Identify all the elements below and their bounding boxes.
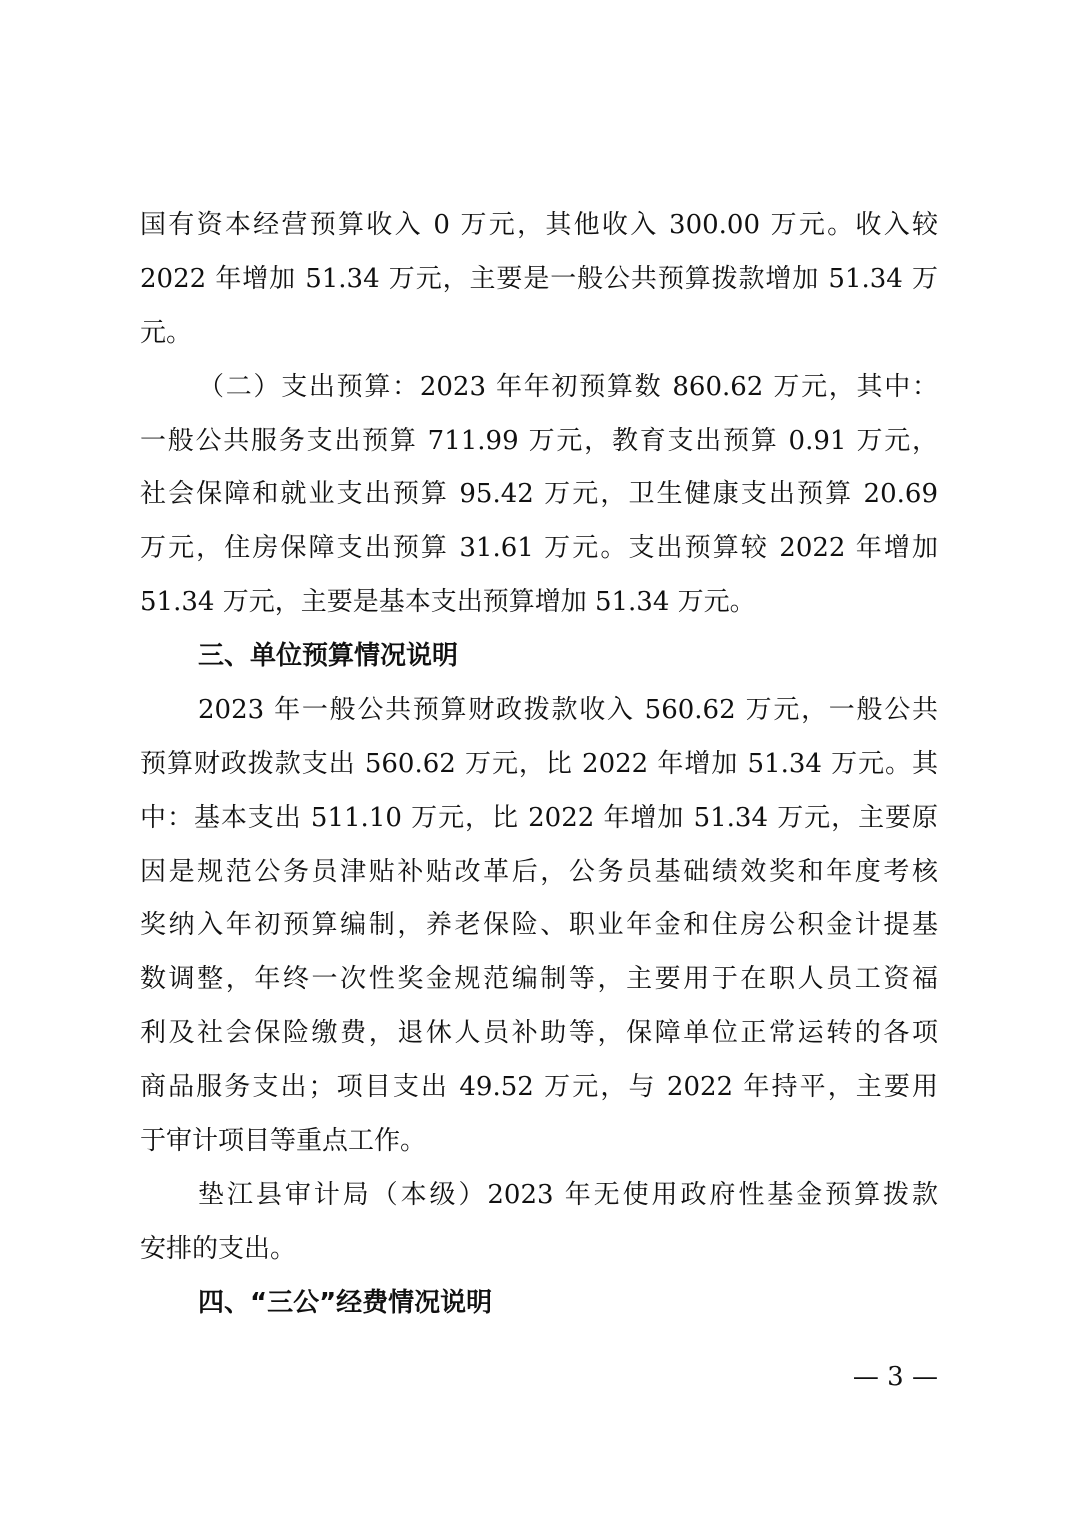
text-line: 元。 (140, 318, 193, 348)
section-subheading-line: （二）支出预算：2023 年年初预算数 860.62 万元，其中： (198, 372, 938, 402)
section-heading-4: 四、“三公”经费情况说明 (198, 1288, 493, 1318)
text-line: 垫江县审计局（本级）2023 年无使用政府性基金预算拨款 (198, 1180, 938, 1210)
text-line: 2022 年增加 51.34 万元，主要是一般公共预算拨款增加 51.34 万 (140, 264, 938, 294)
text-line: 奖纳入年初预算编制，养老保险、职业年金和住房公积金计提基 (140, 910, 938, 940)
text-line: 社会保障和就业支出预算 95.42 万元，卫生健康支出预算 20.69 (140, 479, 938, 509)
text-line: 于审计项目等重点工作。 (140, 1126, 427, 1156)
text-line: 国有资本经营预算收入 0 万元，其他收入 300.00 万元。收入较 (140, 210, 938, 240)
text-line: 预算财政拨款支出 560.62 万元，比 2022 年增加 51.34 万元。其 (140, 749, 938, 779)
text-line: 万元，住房保障支出预算 31.61 万元。支出预算较 2022 年增加 (140, 533, 938, 563)
text-line: 利及社会保险缴费，退休人员补助等，保障单位正常运转的各项 (140, 1018, 938, 1048)
text-line: 中：基本支出 511.10 万元，比 2022 年增加 51.34 万元，主要原 (140, 803, 938, 833)
text-line: 一般公共服务支出预算 711.99 万元，教育支出预算 0.91 万元， (140, 426, 938, 456)
text-line: 2023 年一般公共预算财政拨款收入 560.62 万元，一般公共 (198, 695, 938, 725)
section-heading-3: 三、单位预算情况说明 (198, 641, 459, 671)
text-line: 商品服务支出；项目支出 49.52 万元，与 2022 年持平，主要用 (140, 1072, 938, 1102)
page-number: — 3 — (852, 1362, 938, 1392)
text-line: 数调整，年终一次性奖金规范编制等，主要用于在职人员工资福 (140, 964, 938, 994)
text-line: 51.34 万元，主要是基本支出预算增加 51.34 万元。 (140, 587, 756, 617)
text-line: 因是规范公务员津贴补贴改革后，公务员基础绩效奖和年度考核 (140, 857, 938, 887)
text-line: 安排的支出。 (140, 1234, 297, 1264)
